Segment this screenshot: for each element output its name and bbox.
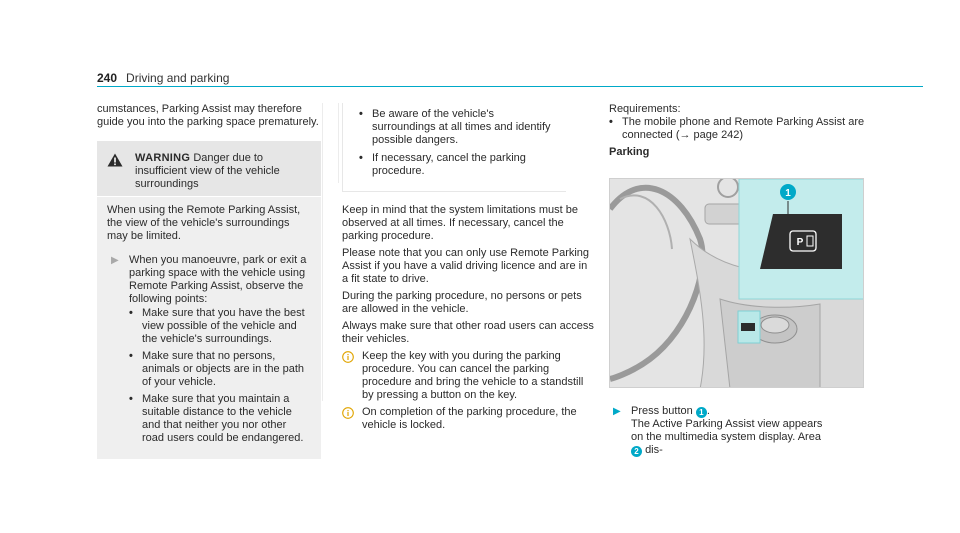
list-item (359, 108, 556, 147)
intro-text: cumstances, Parking Assist may therefore guide you into the parking space prematurely. (97, 103, 319, 128)
note-text: Keep the key with you during the parking procedure. You can cancel the parking procedure and bring the vehicle to a standstill by pressing a button on the key. (362, 350, 584, 401)
column-3 (609, 103, 869, 159)
console-drawing (610, 179, 864, 388)
paragraph: Always make sure that other road users can access their vehicles. (342, 320, 594, 345)
warning-label: WARNING (135, 152, 191, 164)
paragraph: Please note that you can only use Remote Parking Assist if you have a valid driving licence and are in a fit state to drive. (342, 247, 590, 285)
section-subheading: Parking (609, 146, 650, 158)
list-item (129, 393, 311, 445)
column-divider (338, 103, 339, 183)
center-console-illustration (609, 178, 864, 388)
paragraph: Keep in mind that the system limitations must be observed at all times. If necessary, cancel the parking procedure. (342, 204, 578, 242)
callout-2-badge: 2 (631, 446, 642, 457)
step-result-text: The Active Parking Assist view appears on the multimedia system display. Area (631, 418, 823, 443)
step-result-continued: dis- (645, 444, 663, 456)
bullet-icon: • (359, 152, 363, 164)
list-item-text: The mobile phone and Remote Parking Assist are connected (→ page 242) (622, 116, 865, 141)
warning-headline-text: Danger due to insufficient view of the vehicle surroundings (135, 152, 280, 190)
action-step (609, 398, 831, 457)
step-instruction: Press button (631, 405, 693, 417)
bullet-icon: • (129, 350, 133, 362)
list-item-text: Be aware of the vehicle's surroundings at all times and identify possible dangers. (372, 108, 551, 146)
step-arrow-icon: ▶ (613, 406, 621, 417)
callout-1-badge: 1 (696, 407, 707, 418)
list-item (609, 116, 869, 142)
page-number: 240 (97, 71, 118, 85)
column-divider (322, 103, 323, 401)
warning-step-text: When you manoeuvre, park or exit a parking space with the vehicle using Remote Parking Assist, observe the following points: (129, 254, 307, 305)
warning-body-text: When using the Remote Parking Assist, the view of the vehicle's surroundings may be limited. (107, 204, 301, 242)
step-arrow-icon: ▶ (111, 255, 119, 266)
bullet-icon: • (359, 108, 363, 120)
list-item (129, 307, 311, 346)
column-1 (97, 103, 319, 459)
paragraph: During the parking procedure, no persons or pets are allowed in the vehicle. (342, 290, 582, 315)
warning-continued (342, 103, 566, 192)
list-item (129, 350, 311, 389)
list-item-text: Make sure that you have the best view possible of the vehicle and the vehicle's surroundings. (142, 307, 305, 345)
warning-triangle-icon (107, 153, 123, 167)
bullet-icon: • (129, 307, 133, 319)
press-button-step: ▶ Press button 1 . The Active Parking Assist view appears on the multimedia system display. Area 2 dis- (609, 398, 831, 457)
info-icon (342, 351, 354, 363)
column-2 (342, 103, 594, 436)
warning-step (107, 254, 311, 449)
note-text: On completion of the parking procedure, the vehicle is locked. (362, 406, 577, 431)
info-icon (342, 407, 354, 419)
note (342, 350, 594, 402)
warning-bullets (129, 307, 311, 445)
list-item (359, 152, 556, 178)
note (342, 406, 594, 432)
warning-headline (135, 152, 311, 191)
warning-body (97, 197, 321, 459)
list-item-text: Make sure that you maintain a suitable distance to the vehicle and that neither you nor other road users could be endangered. (142, 393, 304, 444)
warning-box (97, 141, 321, 459)
header-rule (97, 86, 923, 87)
figure-callout-1: 1 (785, 188, 791, 199)
list-item-text: Make sure that no persons, animals or objects are in the path of your vehicle. (142, 350, 305, 388)
list-item-text: If necessary, cancel the parking procedure. (372, 152, 526, 177)
bullet-icon: • (609, 116, 613, 128)
chapter-title: Driving and parking (126, 71, 230, 85)
bullet-icon: • (129, 393, 133, 405)
warning-header (97, 141, 321, 197)
park-assist-glyph: P (796, 237, 804, 248)
requirements-title: Requirements: (609, 103, 681, 115)
